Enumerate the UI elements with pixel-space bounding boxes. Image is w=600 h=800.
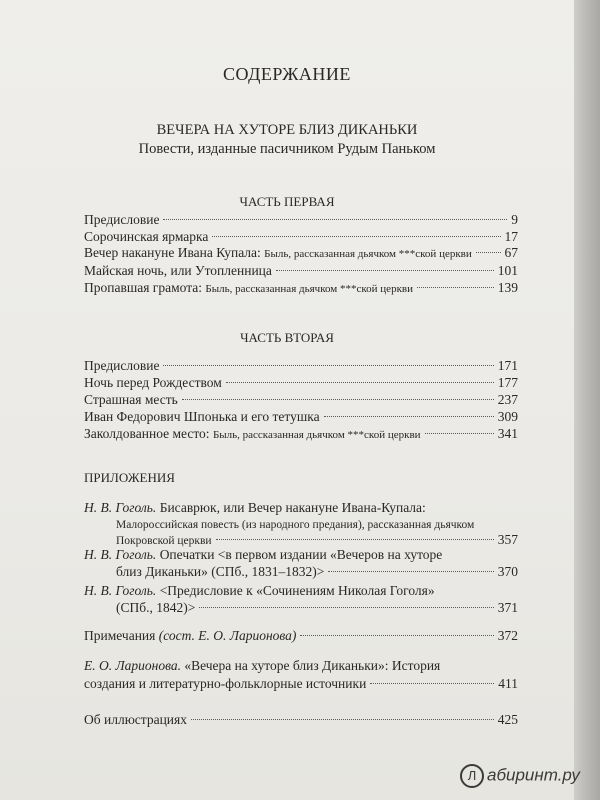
book-title: ВЕЧЕРА НА ХУТОРЕ БЛИЗ ДИКАНЬКИ <box>156 122 418 138</box>
leader-dots <box>163 219 507 220</box>
toc-page-number: 139 <box>497 280 518 295</box>
toc-entry-note: Быль, рассказанная дьячком ***ской церкви <box>212 429 421 441</box>
toc-page-number: 67 <box>504 245 518 260</box>
part-two-title: ЧАСТЬ ВТОРАЯ <box>240 330 334 345</box>
appendix-entry-line <box>84 500 426 516</box>
entry-text: (СПб., 1842)> <box>116 600 196 615</box>
toc-entry <box>84 245 518 261</box>
entry-subtitle: Малороссийская повесть (из народного предания), рассказанная дьячком <box>116 519 475 531</box>
toc-page-number: 341 <box>497 426 518 441</box>
toc-entry-title: Майская ночь, или Утопленница <box>84 263 272 278</box>
toc-entry-title: Сорочинская ярмарка <box>84 229 209 244</box>
toc-entry <box>84 263 518 279</box>
leader-dots <box>276 270 494 271</box>
toc-entry <box>84 212 518 228</box>
author-name: Е. О. Ларионова. <box>84 658 181 673</box>
toc-page-number: 177 <box>497 375 518 390</box>
toc-entry <box>116 532 518 548</box>
toc-page-number: 370 <box>497 564 518 579</box>
leader-dots <box>182 399 494 400</box>
book-subtitle: Повести, изданные пасичником Рудым Паньком <box>138 141 436 157</box>
toc-entry-title: Заколдованное место: <box>84 426 210 441</box>
author-name: Н. В. Гоголь. <box>84 500 157 515</box>
labirint-logo-icon: Л <box>460 764 484 788</box>
appendix-entry-line <box>84 658 440 674</box>
toc-entry-note: Быль, рассказанная дьячком ***ской церкви <box>205 283 413 295</box>
page-edge <box>574 0 600 800</box>
entry-subtitle: Покровской церкви <box>116 535 212 547</box>
entry-text: <Предисловие к «Сочинениям Николая Гоголя» <box>159 583 435 598</box>
leader-dots <box>212 236 500 237</box>
entry-text: «Вечера на хуторе близ Диканьки»: История <box>184 658 441 673</box>
toc-page-number: 309 <box>497 409 518 424</box>
leader-dots <box>476 252 501 253</box>
toc-entry <box>84 392 518 408</box>
leader-dots <box>163 365 493 366</box>
author-name: Н. В. Гоголь. <box>84 583 157 598</box>
leader-dots <box>324 416 494 417</box>
toc-page-number: 372 <box>497 628 518 643</box>
toc-entry <box>84 426 518 442</box>
toc-entry <box>84 229 518 245</box>
toc-page-number: 411 <box>498 676 518 691</box>
toc-page-number: 357 <box>497 532 518 547</box>
toc-entry-title: Предисловие <box>84 358 160 373</box>
leader-dots <box>300 635 493 636</box>
toc-entry-note: Быль, рассказанная дьячком ***ской церкви <box>264 248 472 260</box>
leader-dots <box>226 382 494 383</box>
leader-dots <box>370 683 494 684</box>
toc-page-number: 101 <box>497 263 518 278</box>
toc-entry <box>84 375 518 391</box>
toc-entry-title: Вечер накануне Ивана Купала: <box>84 245 261 260</box>
appendix-title: ПРИЛОЖЕНИЯ <box>84 470 175 485</box>
toc-entry <box>84 628 518 644</box>
toc-entry <box>116 600 518 616</box>
toc-entry-title: Страшная месть <box>84 392 178 407</box>
editor-credit: (сост. Е. О. Ларионова) <box>158 628 297 643</box>
entry-text: создания и литературно-фольклорные источники <box>84 676 367 691</box>
toc-entry-title: Ночь перед Рождеством <box>84 375 222 390</box>
toc-entry-title: Примечания <box>84 628 156 643</box>
leader-dots <box>328 571 493 572</box>
toc-entry <box>84 409 518 425</box>
labirint-watermark <box>460 764 580 788</box>
entry-text: Опечатки <в первом издании «Вечеров на хуторе <box>159 547 443 562</box>
toc-entry <box>116 564 518 580</box>
leader-dots <box>191 719 494 720</box>
toc-page-number: 371 <box>497 600 518 615</box>
appendix-entry-line <box>84 547 442 563</box>
toc-entry <box>84 280 518 296</box>
page-title: СОДЕРЖАНИЕ <box>223 64 351 84</box>
toc-entry-title: Иван Федорович Шпонька и его тетушка <box>84 409 320 424</box>
watermark-text: абиринт.ру <box>487 765 580 785</box>
toc-entry-title: Об иллюстрациях <box>84 712 187 727</box>
entry-text: Бисаврюк, или Вечер накануне Ивана-Купала: <box>159 500 426 515</box>
part-one-title: ЧАСТЬ ПЕРВАЯ <box>239 194 335 209</box>
toc-entry <box>84 358 518 374</box>
toc-entry-title: Пропавшая грамота: <box>84 280 203 295</box>
leader-dots <box>425 433 494 434</box>
toc-page-number: 425 <box>497 712 518 727</box>
toc-entry-title: Предисловие <box>84 212 160 227</box>
toc-page-number: 9 <box>511 212 518 227</box>
author-name: Н. В. Гоголь. <box>84 547 157 562</box>
leader-dots <box>417 287 494 288</box>
toc-entry <box>84 676 518 692</box>
leader-dots <box>216 539 494 540</box>
toc-entry <box>84 712 518 728</box>
appendix-entry-line <box>84 583 435 599</box>
entry-text: близ Диканьки» (СПб., 1831–1832)> <box>116 564 325 579</box>
leader-dots <box>199 607 493 608</box>
toc-page-number: 237 <box>497 392 518 407</box>
toc-page-number: 171 <box>497 358 518 373</box>
toc-page-number: 17 <box>504 229 518 244</box>
